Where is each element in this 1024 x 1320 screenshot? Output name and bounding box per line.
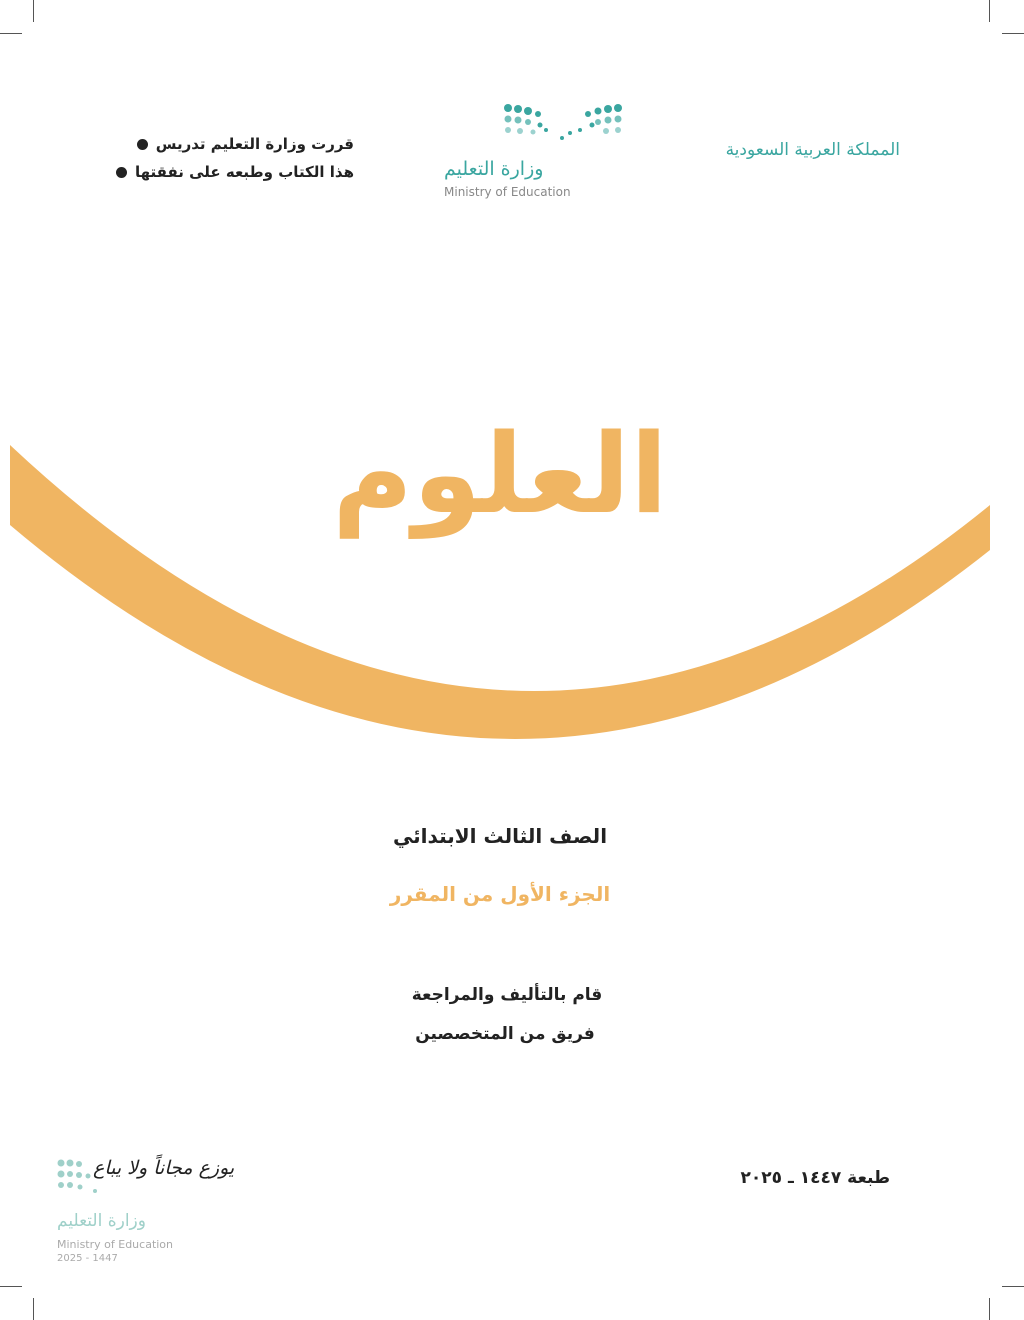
- ministry-name-en: Ministry of Education: [444, 185, 571, 199]
- edition-label: طبعة ١٤٤٧ ـ ٢٠٢٥: [740, 1168, 890, 1188]
- kingdom-name: المملكة العربية السعودية: [725, 140, 900, 160]
- decree-line: قررت وزارة التعليم تدريس: [155, 135, 354, 153]
- years-label: 2025 - 1447: [57, 1253, 118, 1264]
- grade-label: الصف الثالث الابتدائي: [392, 824, 608, 848]
- part-label: الجزء الأول من المقرر: [389, 882, 611, 906]
- free-distribution-logo: [55, 1155, 235, 1265]
- authors-line: فريق من المتخصصين: [415, 1024, 595, 1044]
- ministry-name-en: Ministry of Education: [57, 1238, 174, 1251]
- free-distribution-text: يوزع مجاناً ولا يباع: [93, 1157, 235, 1179]
- authors-line: قام بالتأليف والمراجعة: [411, 985, 603, 1005]
- ministry-name-ar: وزارة التعليم: [57, 1211, 146, 1231]
- book-title: العلوم: [332, 410, 668, 538]
- ministry-name-ar: وزارة التعليم: [444, 158, 544, 180]
- decree-line: هذا الكتاب وطبعه على نفقتها: [135, 163, 354, 181]
